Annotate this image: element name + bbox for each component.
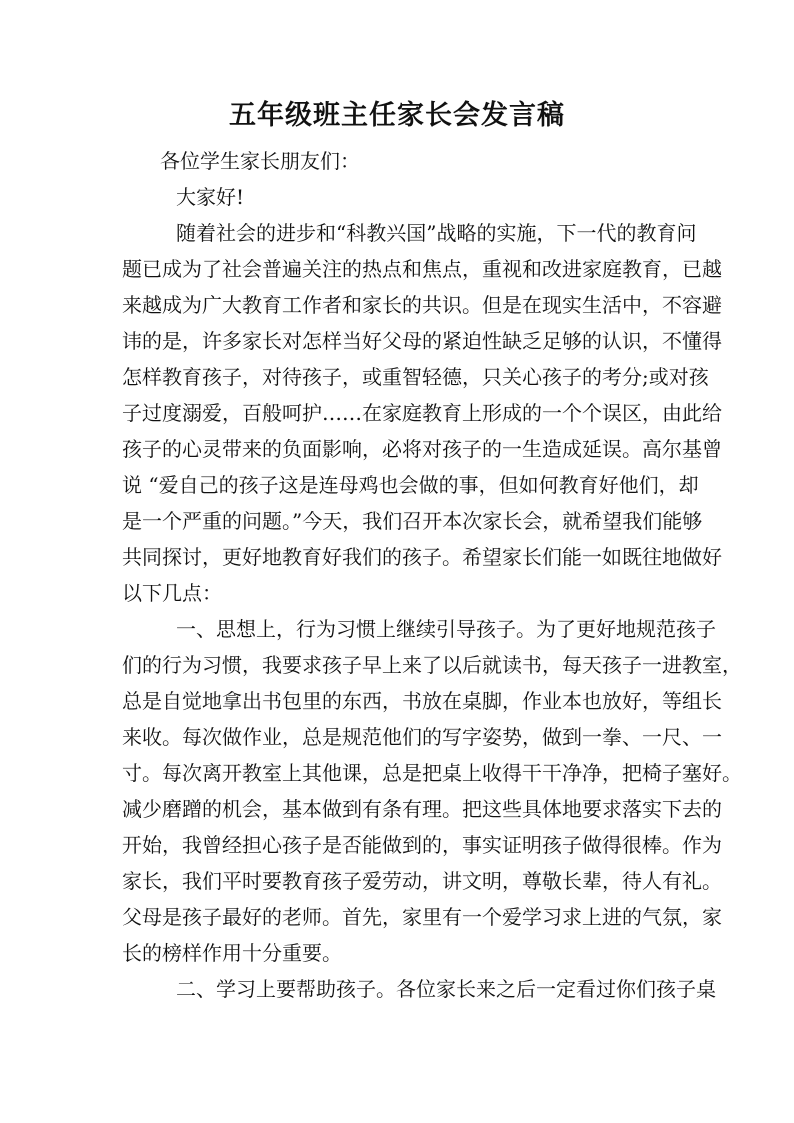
paragraph-line: 寸。每次离开教室上其他课，总是把桌上收得干干净净，把椅子塞好。 — [122, 761, 742, 785]
paragraph-line: 子过度溺爱，百般呵护……在家庭教育上形成的一个个误区，由此给 — [122, 401, 722, 425]
paragraph-intro — [122, 215, 722, 611]
paragraph-line: 长的榜样作用十分重要。 — [122, 941, 342, 965]
paragraph-line: 们的行为习惯，我要求孩子早上来了以后就读书，每天孩子一进教室， — [122, 653, 742, 677]
paragraph-line: 题已成为了社会普遍关注的热点和焦点，重视和改进家庭教育，已越 — [122, 257, 722, 281]
paragraph-point-one — [122, 611, 742, 971]
paragraph-line: 一、思想上，行为习惯上继续引导孩子。为了更好地规范孩子 — [176, 617, 716, 641]
paragraph-line: 二、学习上要帮助孩子。各位家长来之后一定看过你们孩子桌 — [176, 977, 716, 1001]
paragraph-line: 来越成为广大教育工作者和家长的共识。但是在现实生活中，不容避 — [122, 293, 722, 317]
paragraph-line: 父母是孩子最好的老师。首先，家里有一个爱学习求上进的气氛，家 — [122, 905, 722, 929]
paragraph-line: 家长，我们平时要教育孩子爱劳动，讲文明，尊敬长辈，待人有礼。 — [122, 869, 722, 893]
paragraph-line: 是一个严重的问题。”今天，我们召开本次家长会，就希望我们能够 — [122, 509, 703, 533]
greeting-line: 大家好! — [176, 185, 245, 209]
document-body — [122, 143, 742, 1007]
paragraph-line: 减少磨蹭的机会，基本做到有条有理。把这些具体地要求落实下去的 — [122, 797, 722, 821]
paragraph-point-two — [122, 971, 716, 1007]
paragraph-line: 共同探讨，更好地教育好我们的孩子。希望家长们能一如既往地做好 — [122, 545, 722, 569]
paragraph-line: 怎样教育孩子，对待孩子，或重智轻德，只关心孩子的考分;或对孩 — [122, 365, 709, 389]
paragraph-line: 以下几点： — [122, 581, 222, 605]
paragraph-line: 来收。每次做作业，总是规范他们的写字姿势，做到一拳、一尺、一 — [122, 725, 722, 749]
paragraph-line: 讳的是，许多家长对怎样当好父母的紧迫性缺乏足够的认识，不懂得 — [122, 329, 722, 353]
paragraph-line: 孩子的心灵带来的负面影响，必将对孩子的一生造成延误。高尔基曾 — [122, 437, 722, 461]
document-title: 五年级班主任家长会发言稿 — [229, 100, 565, 131]
paragraph-line: 开始，我曾经担心孩子是否能做到的，事实证明孩子做得很棒。作为 — [122, 833, 722, 857]
paragraph-line: 随着社会的进步和“科教兴国”战略的实施，下一代的教育问 — [176, 221, 697, 245]
paragraph-line: 总是自觉地拿出书包里的东西，书放在桌脚，作业本也放好，等组长 — [122, 689, 722, 713]
salutation-line: 各位学生家长朋友们： — [160, 149, 360, 173]
paragraph-line: 说 “爱自己的孩子这是连母鸡也会做的事，但如何教育好他们，却 — [122, 473, 699, 497]
